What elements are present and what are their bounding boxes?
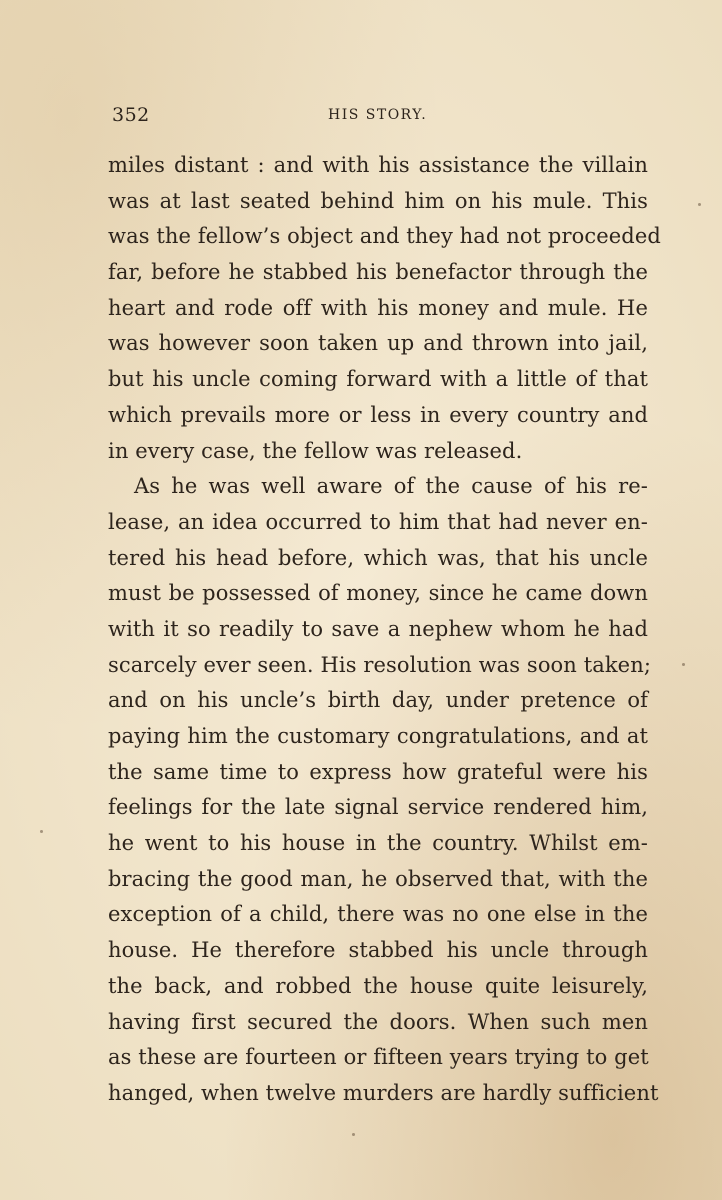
body-text [108, 148, 661, 1112]
text-line: tered his head before, which was, that his uncle [108, 545, 648, 570]
text-line: which prevails more or less in every country and [108, 402, 648, 427]
text-line: paying him the customary congratulations, and at [108, 724, 648, 748]
text-line: as these are fourteen or fifteen years trying to get [108, 1045, 649, 1070]
text-line: hanged, when twelve murders are hardly sufficient [108, 1080, 659, 1105]
text-line: he went to his house in the country. Whilst em- [108, 831, 648, 856]
text-line: the back, and robbed the house quite leisurely, [108, 973, 648, 998]
text-line: with it so readily to save a nephew whom he had [108, 616, 648, 641]
text-line: was at last seated behind him on his mule. This [108, 188, 648, 213]
running-head: HIS STORY. [328, 107, 428, 123]
text-line: house. He therefore stabbed his uncle through [108, 938, 648, 963]
text-line: but his uncle coming forward with a little of that [108, 367, 648, 392]
text-line: and on his uncle’s birth day, under pretence of [108, 688, 648, 713]
page-number: 352 [112, 104, 150, 126]
text-line: the same time to express how grateful were his [108, 759, 648, 784]
text-line: scarcely ever seen. His resolution was soon taken; [108, 652, 652, 677]
text-line: lease, an idea occurred to him that had never en- [108, 509, 648, 534]
paper-speck [40, 830, 43, 833]
text-line: having first secured the doors. When such men [108, 1009, 648, 1034]
page-header [108, 104, 646, 130]
paper-speck [352, 1133, 355, 1136]
paragraph-start-line: As he was well aware of the cause of his re- [134, 474, 648, 499]
text-line: in every case, the fellow was released. [108, 438, 523, 463]
text-line: far, before he stabbed his benefactor through the [108, 260, 648, 285]
text-line: was the fellow’s object and they had not proceeded [108, 224, 661, 249]
text-line: bracing the good man, he observed that, with the [108, 866, 648, 891]
paper-speck [698, 203, 701, 206]
text-line: must be possessed of money, since he came down [108, 581, 648, 606]
text-line: heart and rode off with his money and mule. He [108, 295, 648, 320]
text-line: miles distant : and with his assistance the villain [108, 153, 648, 177]
paper-speck [682, 663, 685, 666]
text-line: exception of a child, there was no one else in the [108, 902, 648, 927]
text-line: was however soon taken up and thrown into jail, [108, 331, 648, 356]
text-line: feelings for the late signal service rendered him, [108, 795, 648, 820]
